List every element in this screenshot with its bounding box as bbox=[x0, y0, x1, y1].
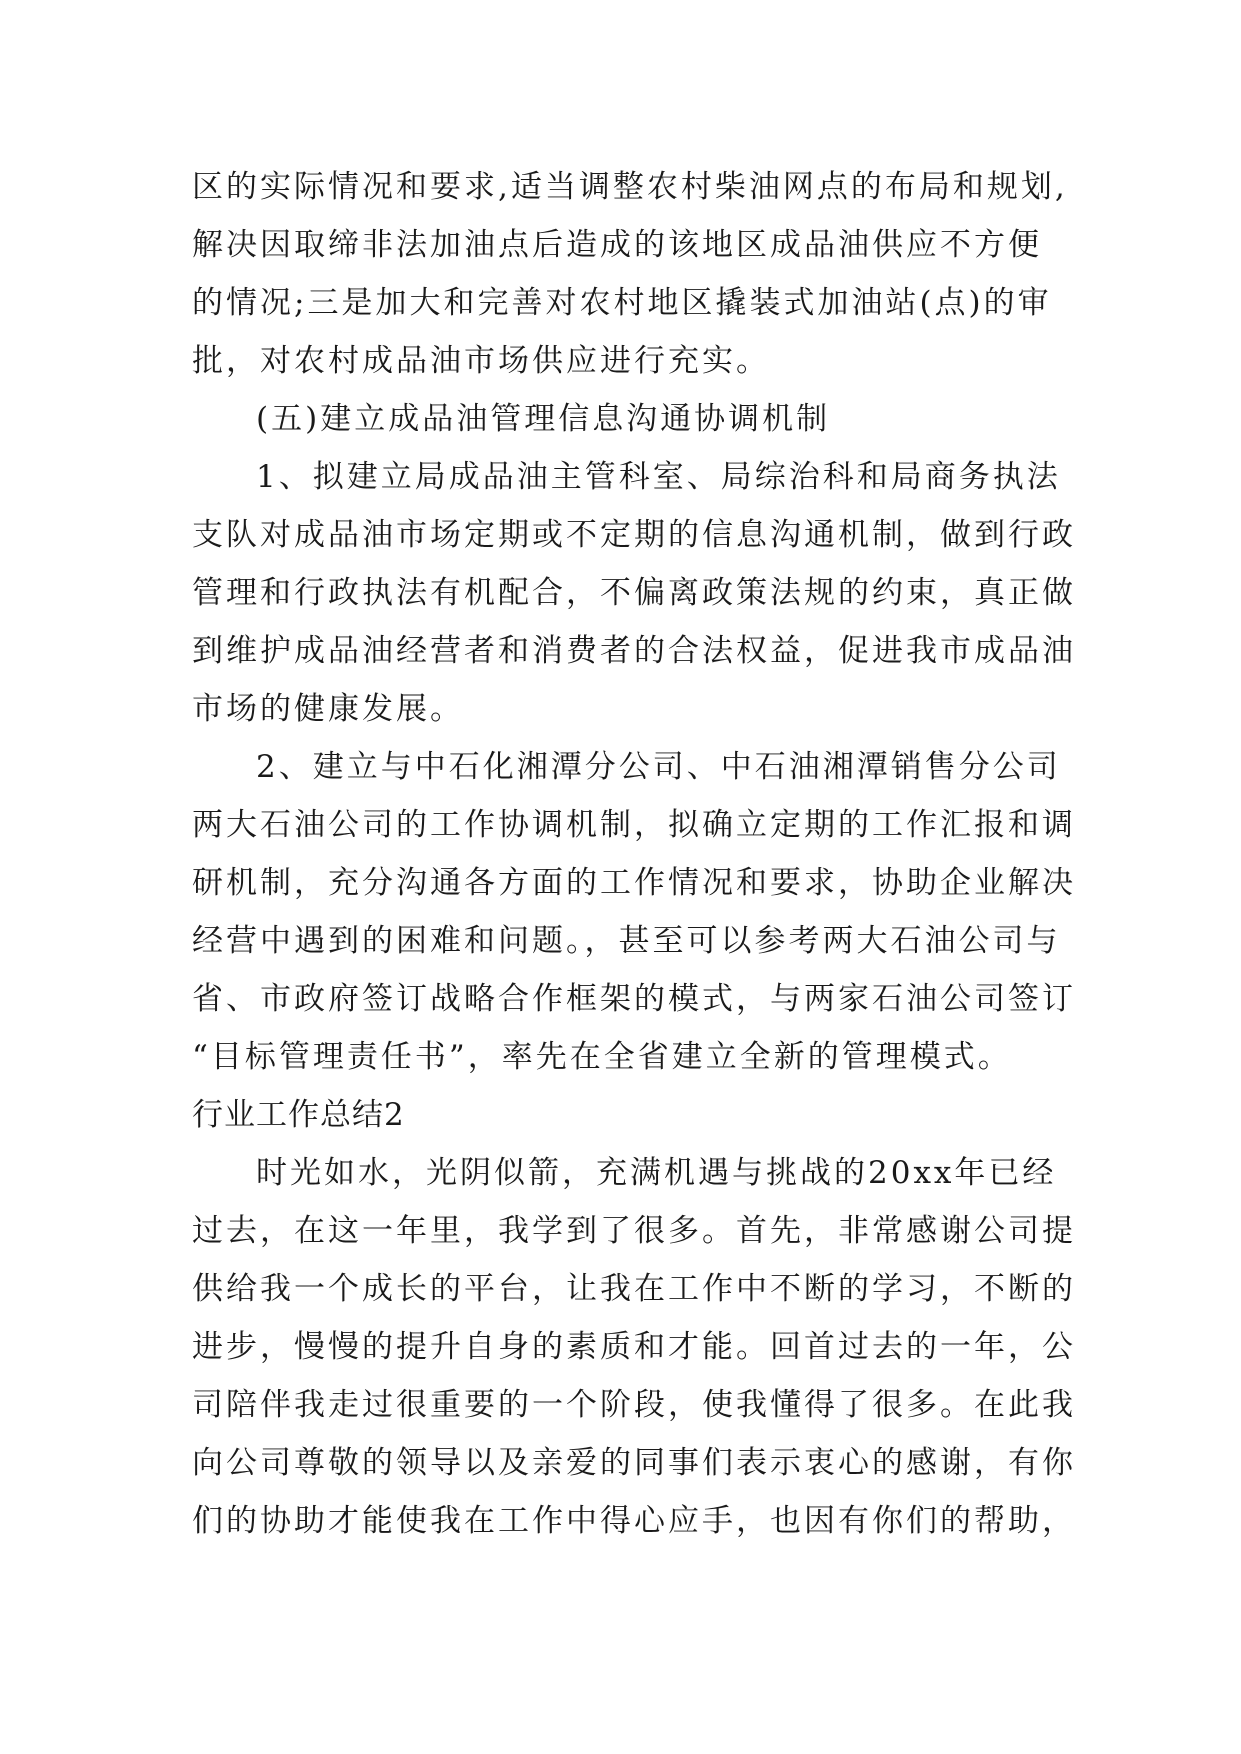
document-body bbox=[192, 158, 1092, 1550]
body-line: 区的实际情况和要求,适当调整农村柴油网点的布局和规划, bbox=[192, 169, 1068, 205]
body-line: 管理和行政执法有机配合，不偏离政策法规的约束，真正做 bbox=[192, 575, 1076, 611]
body-line: 解决因取缔非法加油点后造成的该地区成品油供应不方便 bbox=[192, 227, 1042, 263]
body-line: 供给我一个成长的平台，让我在工作中不断的学习，不断的 bbox=[192, 1271, 1076, 1307]
body-line: 支队对成品油市场定期或不定期的信息沟通机制，做到行政 bbox=[192, 517, 1076, 553]
section-heading: (五)建立成品油管理信息沟通协调机制 bbox=[256, 401, 831, 437]
body-line: 时光如水，光阴似箭，充满机遇与挑战的20xx年已经 bbox=[256, 1155, 1057, 1191]
body-line: 的情况;三是加大和完善对农村地区撬装式加油站(点)的审 bbox=[192, 285, 1052, 321]
body-line: 市场的健康发展。 bbox=[192, 691, 464, 727]
body-line: 2、建立与中石化湘潭分公司、中石油湘潭销售分公司 bbox=[256, 749, 1061, 785]
body-line: 向公司尊敬的领导以及亲爱的同事们表示衷心的感谢，有你 bbox=[192, 1445, 1076, 1481]
body-line: 到维护成品油经营者和消费者的合法权益，促进我市成品油 bbox=[192, 633, 1076, 669]
body-line: 两大石油公司的工作协调机制，拟确立定期的工作汇报和调 bbox=[192, 807, 1076, 843]
body-line: 过去，在这一年里，我学到了很多。首先，非常感谢公司提 bbox=[192, 1213, 1076, 1249]
body-line: 经营中遇到的困难和问题。，甚至可以参考两大石油公司与 bbox=[192, 923, 1061, 959]
body-line: 省、市政府签订战略合作框架的模式，与两家石油公司签订 bbox=[192, 981, 1076, 1017]
body-line: 批，对农村成品油市场供应进行充实。 bbox=[192, 343, 770, 379]
body-line: 进步，慢慢的提升自身的素质和才能。回首过去的一年，公 bbox=[192, 1329, 1076, 1365]
article-title: 行业工作总结2 bbox=[192, 1097, 405, 1133]
body-line: “目标管理责任书”，率先在全省建立全新的管理模式。 bbox=[192, 1039, 1012, 1075]
body-line: 们的协助才能使我在工作中得心应手，也因有你们的帮助， bbox=[192, 1503, 1076, 1539]
body-line: 司陪伴我走过很重要的一个阶段，使我懂得了很多。在此我 bbox=[192, 1387, 1076, 1423]
body-line: 研机制，充分沟通各方面的工作情况和要求，协助企业解决 bbox=[192, 865, 1076, 901]
body-line: 1、拟建立局成品油主管科室、局综治科和局商务执法 bbox=[256, 459, 1061, 495]
